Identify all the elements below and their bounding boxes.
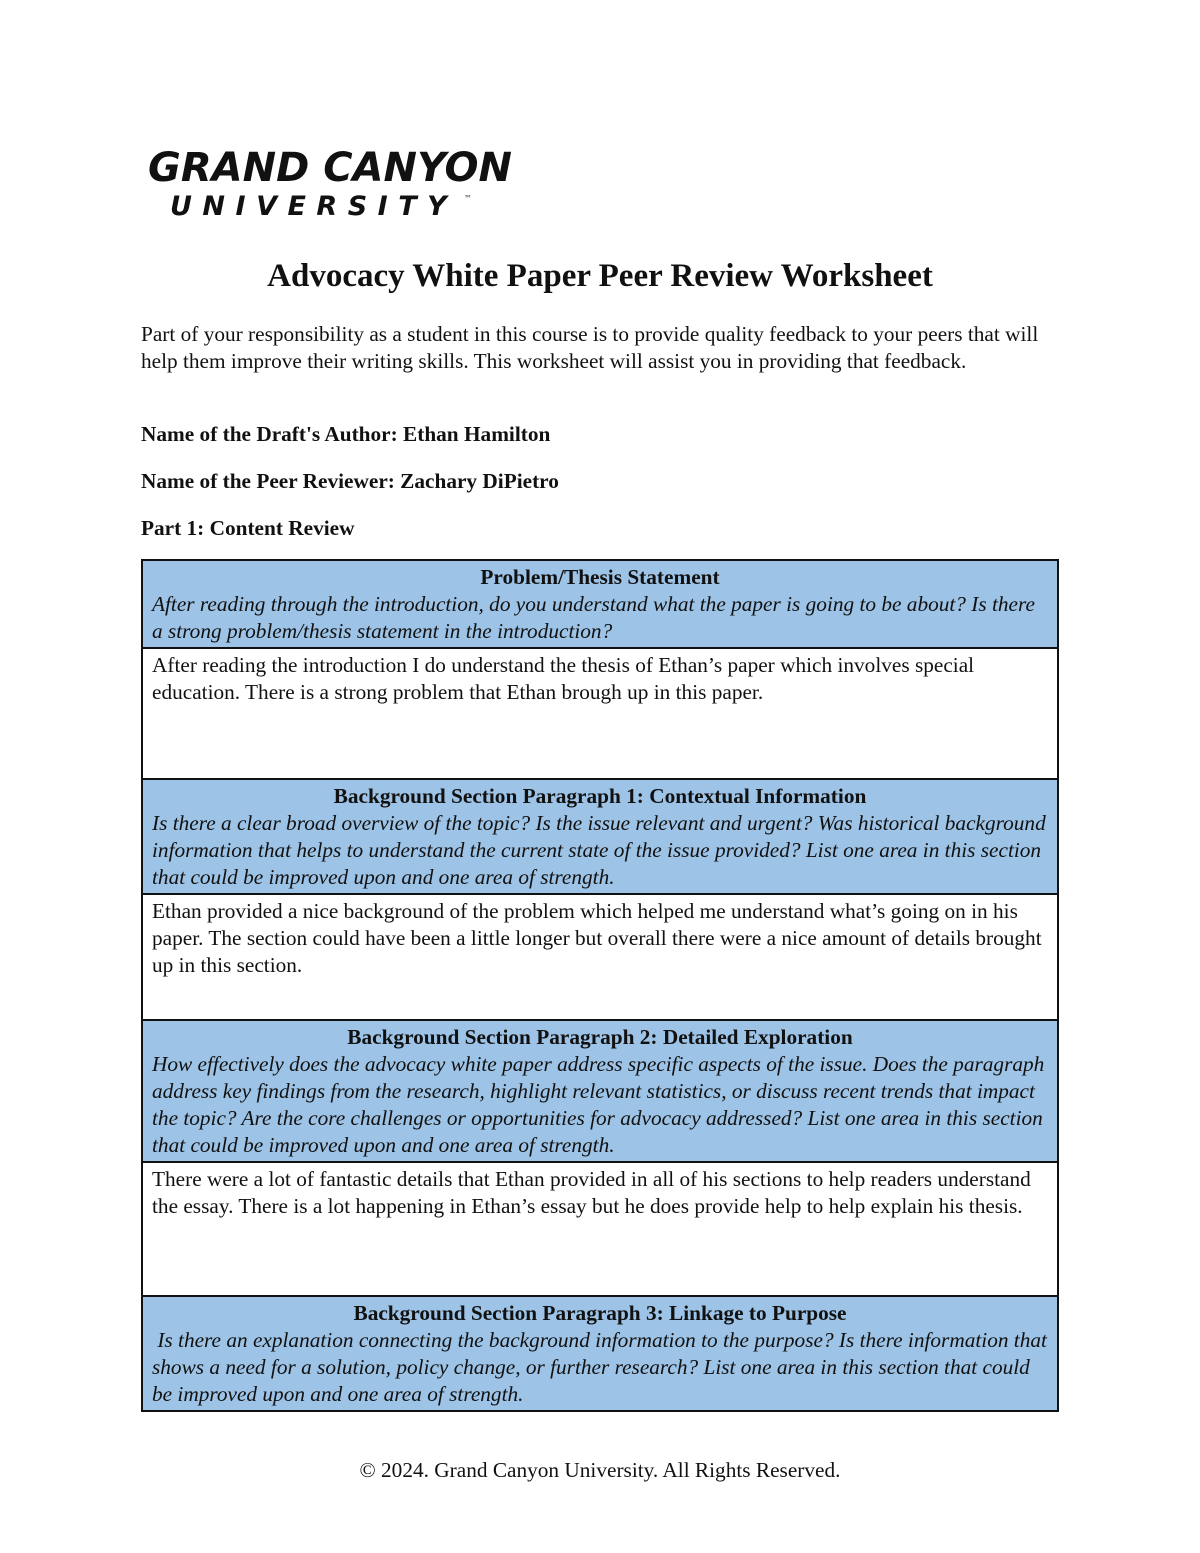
part-label: Part 1: Content Review (141, 516, 355, 540)
answer-contextual-information[interactable]: Ethan provided a nice background of the problem which helped me understand what’s going on in his paper. The section could have been a little longer but overall there were a nice amount of details brought up in this section. (142, 894, 1058, 1020)
reviewer-name-line: Name of the Peer Reviewer: Zachary DiPietro (141, 469, 559, 493)
answer-detailed-exploration[interactable]: There were a lot of fantastic details that Ethan provided in all of his sections to help readers understand the essay. There is a lot happening in Ethan’s essay but he does provide help to help explain his thesis. (142, 1162, 1058, 1296)
section-title: Background Section Paragraph 3: Linkage to Purpose (353, 1301, 847, 1325)
section-title: Problem/Thesis Statement (480, 565, 720, 589)
university-logo (148, 145, 513, 226)
section-answer-row (142, 648, 1058, 779)
section-title: Background Section Paragraph 1: Contextual Information (333, 784, 867, 808)
section-header-detailed-exploration (142, 1020, 1058, 1162)
answer-problem-thesis[interactable]: After reading the introduction I do understand the thesis of Ethan’s paper which involves special education. There is a strong problem that Ethan brough up in this paper. (142, 648, 1058, 779)
section-prompt: Is there a clear broad overview of the topic? Is the issue relevant and urgent? Was historical background information that helps to understand the current state of the issue provided? List one area in this section that could be improved upon and one area of strength. (152, 811, 1046, 889)
review-table (141, 559, 1059, 1412)
section-prompt: After reading through the introduction, do you understand what the paper is going to be about? Is there a strong problem/thesis statement in the introduction? (152, 592, 1035, 643)
section-header-row (142, 779, 1058, 894)
section-header-row (142, 1020, 1058, 1162)
section-title: Background Section Paragraph 2: Detailed Exploration (347, 1025, 853, 1049)
trademark-symbol: ™ (464, 194, 472, 203)
section-header-row (142, 1296, 1058, 1411)
logo-line-grand-canyon: GRAND CANYON (148, 145, 513, 191)
section-header-contextual-information (142, 779, 1058, 894)
section-header-linkage-to-purpose (142, 1296, 1058, 1411)
page-title: Advocacy White Paper Peer Review Worksheet (267, 258, 933, 294)
section-prompt: How effectively does the advocacy white paper address specific aspects of the issue. Does the paragraph address key findings from the research, highlight relevant statistics, or discuss recent trends that impact the topic? Are the core challenges or opportunities for advocacy addressed? List one area in this section that could be improved upon and one area of strength. (152, 1052, 1045, 1157)
section-answer-row (142, 1162, 1058, 1296)
logo-line-university: UNIVERSITY (170, 191, 458, 222)
author-name-line: Name of the Draft's Author: Ethan Hamilton (141, 422, 551, 446)
copyright-footer: © 2024. Grand Canyon University. All Rights Reserved. (359, 1458, 841, 1482)
section-answer-row (142, 894, 1058, 1020)
section-header-row (142, 560, 1058, 648)
section-prompt: Is there an explanation connecting the background information to the purpose? Is there information that shows a need for a solution, policy change, or further research? List one area in this section that could be improved upon and one area of strength. (152, 1328, 1053, 1406)
section-header-problem-thesis (142, 560, 1058, 648)
intro-paragraph: Part of your responsibility as a student in this course is to provide quality feedback to your peers that will help them improve their writing skills. This worksheet will assist you in providing that feedback. (141, 322, 1039, 373)
